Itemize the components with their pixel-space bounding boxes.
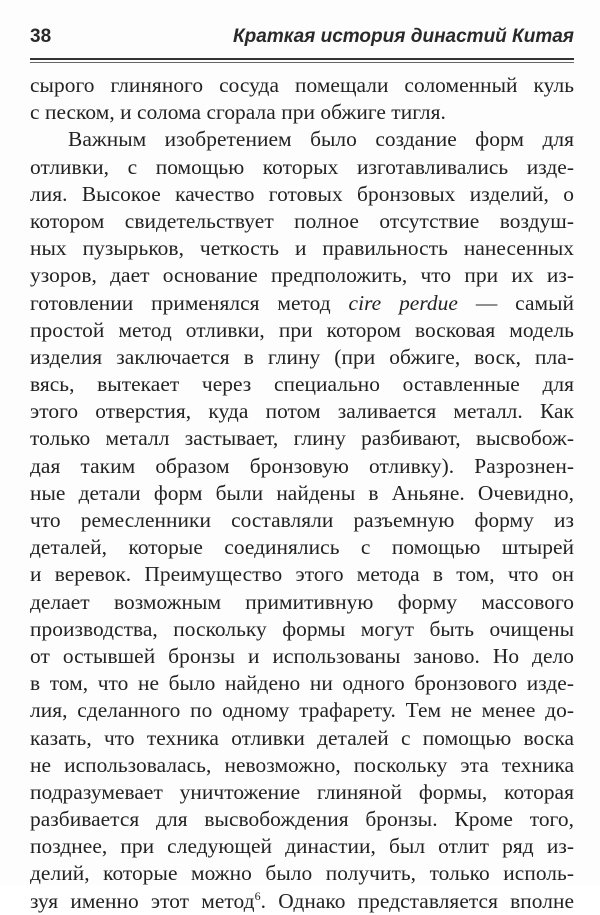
italic-term: cire perdue — [348, 290, 458, 315]
text-line: ных пузырьков, четкость и правильность нанесенных — [30, 236, 574, 261]
text-line: делает возможным примитивную форму массового — [30, 589, 574, 614]
text-line: позднее, при следующей династии, был отлит ряд из- — [30, 834, 574, 859]
footnote-marker[interactable]: 6 — [254, 888, 261, 903]
text-line: только металл застывает, глину разбивают, высвобож- — [30, 426, 574, 451]
page-header — [30, 26, 574, 52]
text-line: что ремесленники составляли разъемную форму из — [30, 508, 574, 532]
text-line: в том, что не было найдено ни одного бронзового изде- — [30, 671, 574, 696]
text-line: не использовалась, невозможно, поскольку эта техника — [30, 752, 574, 777]
text-segment: . Однако представляется вполне — [260, 888, 574, 913]
text-line: этого отверстия, куда потом заливается металл. Как — [30, 399, 574, 424]
page-number: 38 — [30, 26, 52, 47]
text-line: Важным изобретением было создание форм для — [68, 127, 574, 152]
text-line: от остывшей бронзы и использованы заново. Но дело — [30, 643, 574, 668]
text-line: лия. Высокое качество готовых бронзовых изделий, о — [30, 181, 574, 206]
text-line: узоров, дает основание предположить, что при их из- — [30, 263, 574, 288]
text-line: лия, сделанного по одному трафарету. Тем не менее до- — [30, 698, 574, 723]
text-line: вясь, вытекает через специально оставленные для — [30, 372, 574, 397]
text-line: котором свидетельствует полное отсутствие воздуш- — [30, 208, 574, 233]
text-line: деталей, которые соединялись с помощью штырей — [30, 535, 574, 560]
text-line — [30, 290, 574, 317]
text-line: подразумевает уничтожение глиняной формы, которая — [30, 779, 574, 804]
text-segment: — самый — [457, 290, 574, 315]
text-segment: зуя именно этот метод — [30, 888, 255, 913]
text-line: изделия заключается в глину (при обжиге, воск, пла- — [30, 344, 574, 369]
text-line: разбивается для высвобождения бронзы. Кроме того, — [30, 807, 574, 832]
text-line: дая таким образом бронзовую отливку). Разрознен- — [30, 453, 574, 478]
text-line: и веревок. Преимущество этого метода в том, что он — [30, 562, 574, 587]
text-line: отливки, с помощью которых изготавливались изде- — [30, 154, 574, 179]
text-line: делий, которые можно было получить, только исполь- — [30, 861, 574, 886]
text-line: простой метод отливки, при котором восковая модель — [30, 317, 574, 342]
header-rule — [30, 58, 574, 60]
text-line: ные детали форм были найдены в Аньяне. Очевидно, — [30, 480, 574, 505]
text-line: сырого глиняного сосуда помещали соломенный куль — [30, 73, 574, 97]
text-line: с песком, и солома сгорала при обжиге тигля. — [30, 100, 446, 125]
text-line: казать, что техника отливки деталей с помощью воска — [30, 725, 574, 750]
text-line — [30, 888, 574, 915]
body-text — [30, 72, 574, 915]
text-line: производства, поскольку формы могут быть очищены — [30, 616, 574, 641]
running-title: Краткая история династий Китая — [232, 26, 574, 47]
header-rule-thin — [30, 62, 574, 63]
text-segment: готовлении применялся метод — [30, 290, 349, 315]
